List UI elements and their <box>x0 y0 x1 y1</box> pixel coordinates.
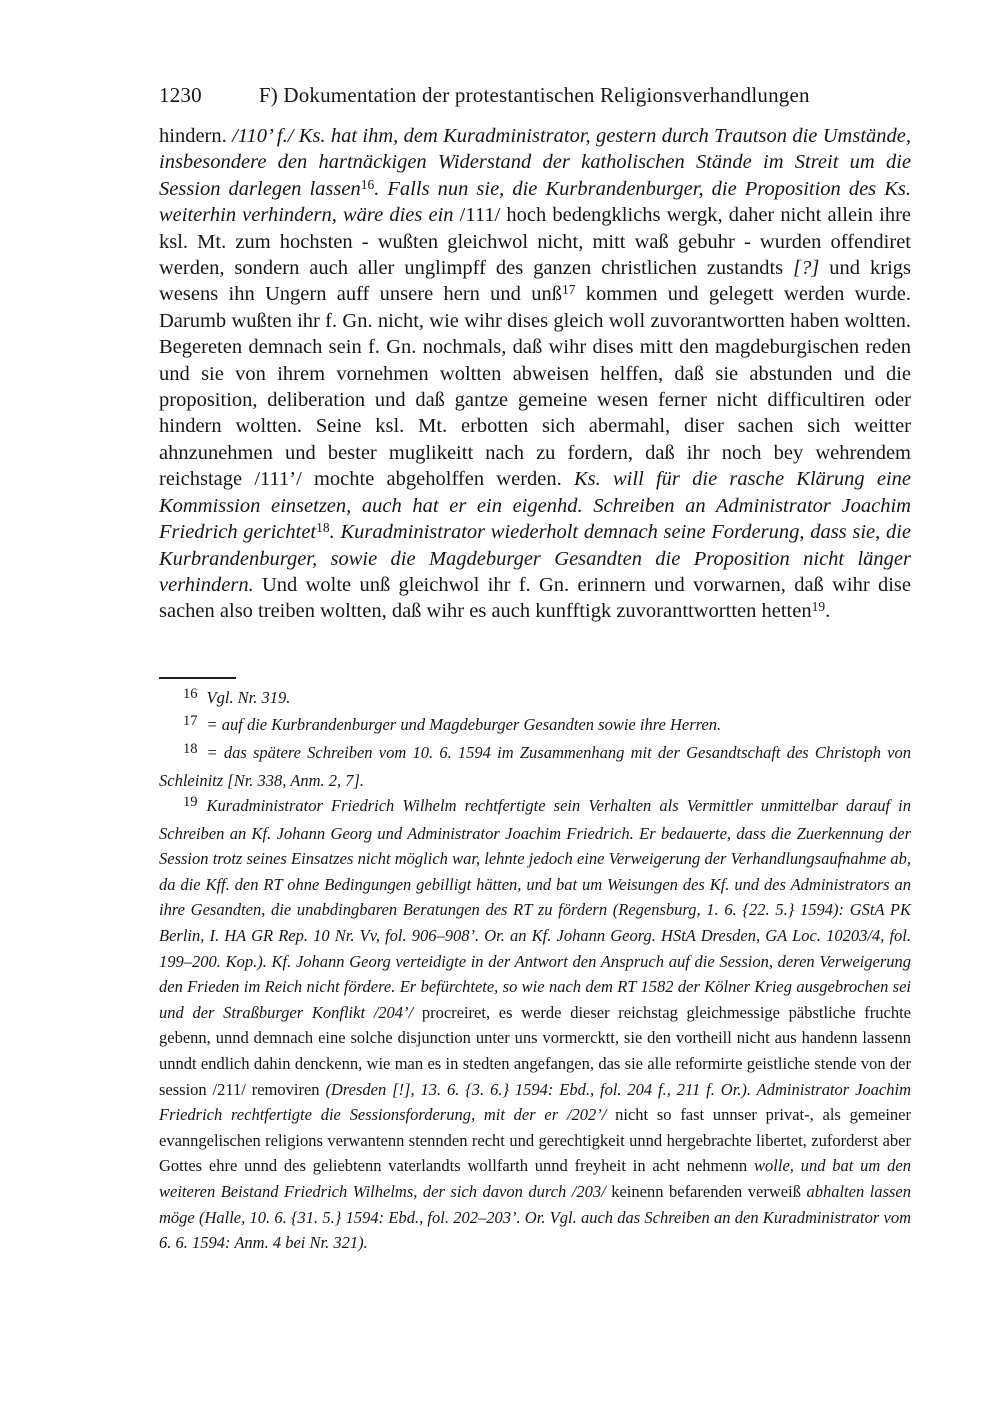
text-segment: kommen und gelegett werden wurde. Darumb wußten ihr f. Gn. nicht, wie wihr dises gleich woll zuvorantwortten haben woltten. Begereten demnach sein f. Gn. nochmals, daß wihr dises mitt den magdeburgischen reden und sie von ihrem vornehmen woltten abweisen helffen, daß sie abstunden und die proposition, deliberation und daß gantze gemeine wesen ferner nicht difficultiren oder hindern woltten. Seine ksl. Mt. erbotten sich abermahl, diser sachen sich weitter ahnzunehmen und bester muglikeitt nach zu fordern, daß ihr noch bey wehrendem reichstage /111’/ mochte abgeholffen werden. <box>159 283 911 491</box>
footnote-number: 16 <box>183 685 198 702</box>
footnote-reference: 19 <box>811 599 826 615</box>
footnote-text <box>207 715 722 734</box>
footnote-number: 18 <box>183 740 198 757</box>
text-segment: und krigs wesens ihn Ungern auff unsere hern und unß <box>159 257 911 306</box>
footnote-reference: 17 <box>561 282 576 298</box>
text-segment: nicht so fast unnser privat-, als gemeiner evanngelischen religions verwantenn stennden recht und gerechtigkeit unnd hergebrachte libertet, zuforderst aber Gottes ehre unnd des geliebtenn vaterlandts wollfarth unnd freyheit in acht nehmenn <box>159 1105 911 1176</box>
text-segment: . Falls nun sie, die Kurbrandenburger, die Proposition des Ks. weiterhin verhindern, wäre dies ein <box>159 177 911 227</box>
text-segment: Kuradministrator Friedrich Wilhelm rechtfertigte sein Verhalten als Vermittler unmittelbar darauf in Schreiben an Kf. Johann Georg und Administrator Joachim Friedrich. Er bedauerte, dass die Zuerkennung der Session trotz seines Einsatzes nicht möglich war, lehnte jedoch eine Verweigerung der Verhandlungsaufnahme ab, da die Kff. den RT ohne Bedingungen gebilligt hätten, und bat um Weisungen des Kf. und des Administrators an ihre Gesandten, die unabdingbaren Beratungen des RT zu fördern (Regensburg, 1. 6. {22. 5.} 1594): GStA PK Berlin, I. HA GR Rep. 10 Nr. Vv, fol. 906–908’. Or. an Kf. Johann Georg. HStA Dresden, GA Loc. 10203/4, fol. 199–200. Kop.). Kf. Johann Georg verteidigte in der Antwort den Anspruch auf die Session, deren Verweigerung den Frieden im Reich nicht fördere. Er befürchtete, so wie nach dem RT 1582 der Kölner Krieg ausgebrochen sei und der Straßburger Konflikt /204’/ <box>159 796 911 1022</box>
footnotes-section <box>159 685 911 1256</box>
text-segment: = auf die Kurbrandenburger und Magdeburger Gesandten sowie ihre Herren. <box>206 715 722 735</box>
text-segment: = das spätere Schreiben vom 10. 6. 1594 im Zusammenhang mit der Gesandtschaft des Christoph von Schleinitz [Nr. 338, Anm. 2, 7]. <box>159 742 911 790</box>
footnote-number: 17 <box>183 713 198 730</box>
footnote-text <box>207 688 291 707</box>
text-segment: Vgl. Nr. 319. <box>206 687 291 707</box>
footnote-reference: 18 <box>316 520 330 536</box>
footnote-19 <box>159 793 911 1256</box>
text-segment: abhalten lassen möge (Halle, 10. 6. {31. 5.} 1594: Ebd., fol. 202–203’. Or. Vgl. auch das Schreiben an den Kuradministrator vom 6. 6. 1594: Anm. 4 bei Nr. 321). <box>159 1182 911 1253</box>
body-paragraph <box>159 123 911 625</box>
page-content <box>159 83 911 1256</box>
page-number: 1230 <box>159 83 202 107</box>
text-segment: . <box>825 600 831 623</box>
footnote-17 <box>159 712 911 740</box>
text-segment: . Kuradministrator wiederholt demnach seine Forderung, dass sie, die Kurbrandenburger, sowie die Magdeburger Gesandten die Proposition nicht länger verhindern. <box>159 521 911 596</box>
text-segment: wolle, und bat um den weiteren Beistand Friedrich Wilhelms, der sich davon durch /203/ <box>159 1156 911 1201</box>
footnote-16 <box>159 685 911 713</box>
footnote-text <box>159 743 911 790</box>
footnote-text <box>159 796 911 1252</box>
text-segment: procreiret, es werde dieser reichstag gleichmessige päbstliche fruchte gebenn, unnd demnach eine solche disjunction unter uns vormercktt, sie den vortheill nicht aus handenn lassenn unndt endlich dahin denckenn, wie man es in stedten angefangen, das sie alle reformirte geistliche stende von der session /211/ removiren <box>159 1002 911 1099</box>
page-header <box>159 83 911 108</box>
text-segment: keinenn befarenden verweiß <box>611 1182 807 1201</box>
footnote-18 <box>159 740 911 793</box>
text-segment: (Dresden [!], 13. 6. {3. 6.} 1594: Ebd., fol. 204 f., 211 f. Or.). Administrator Joachim Friedrich rechtfertigte die Sessionsforderung, mit der er /202’/ <box>159 1079 911 1125</box>
footnote-number: 19 <box>183 794 198 811</box>
footnote-reference: 16 <box>360 176 375 192</box>
text-segment: Ks. will für die rasche Klärung eine Kommission einsetzen, auch hat er ein eigenhd. Schreiben an Administrator Joachim Friedrich gerichtet <box>159 468 912 544</box>
running-title: F) Dokumentation der protestantischen Religionsverhandlungen <box>258 83 810 107</box>
text-segment: hindern. <box>159 125 233 147</box>
footnote-separator <box>159 677 236 679</box>
text-segment: Und wolte unß gleichwol ihr f. Gn. erinnern und vorwarnen, daß wihr dise sachen also treiben woltten, daß wihr es auch kunfftigk zuvoranttwortten hetten <box>159 573 911 623</box>
text-segment: /110’ f./ Ks. hat ihm, dem Kuradministrator, gestern durch Trautson die Umstände, insbesondere den hartnäckigen Widerstand der katholischen Stände im Streit um die Session darlegen lassen <box>159 125 912 200</box>
text-segment: [?] <box>793 257 820 280</box>
text-segment: /111/ hoch bedengklichs wergk, daher nicht allein ihre ksl. Mt. zum hochsten - wußten gleichwol nicht, mitt waß gebuhr - wurden offendiret werden, sondern auch aller unglimpff des ganzen christlichen zustandts <box>159 204 911 280</box>
